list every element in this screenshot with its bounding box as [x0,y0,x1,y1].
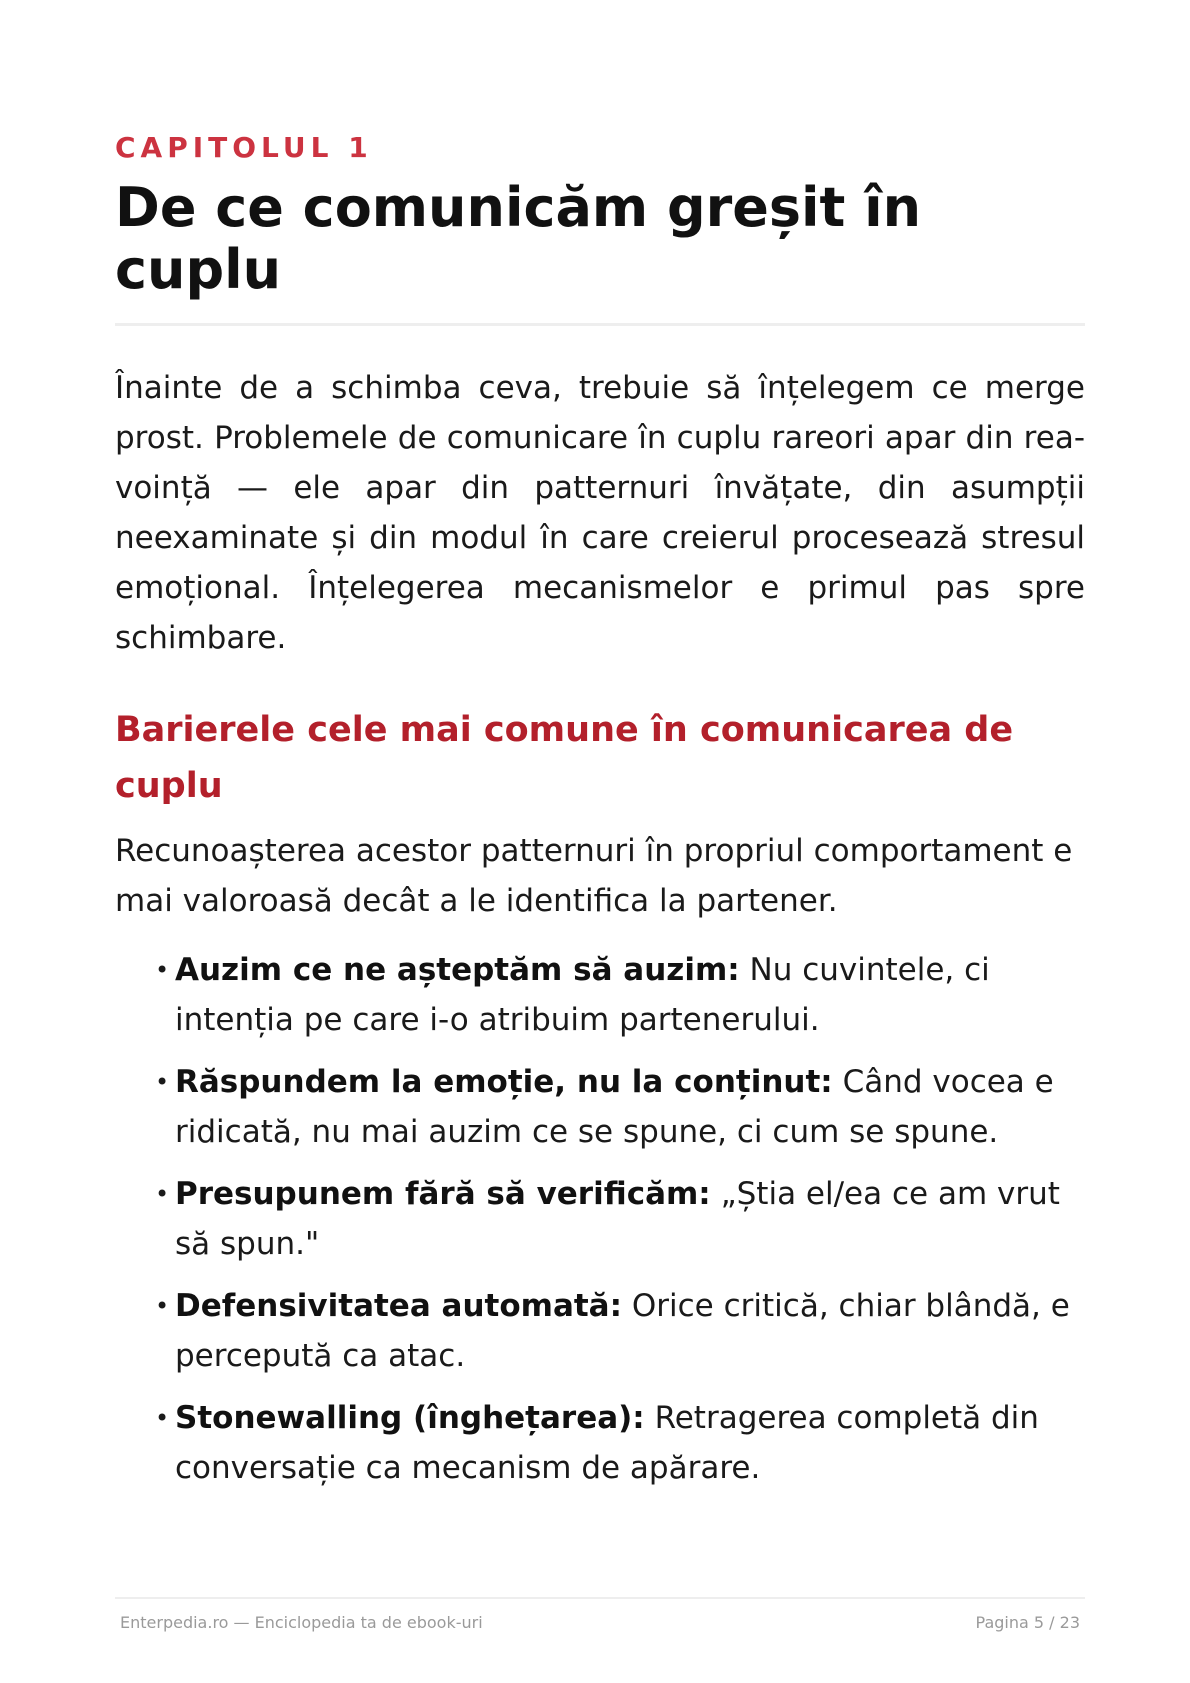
barrier-description: Orice critică, chiar blândă, e percepută ca atac. [175,1288,1070,1374]
footer-divider [115,1597,1085,1599]
bullet-icon: • [155,1404,170,1432]
intro-paragraph: Înainte de a schimba ceva, trebuie să înțelegem ce merge prost. Problemele de comunicare în cuplu rareori apar din rea-voință — ele apar din patternuri învățate, din asumpții neexaminate și din modul în care creierul procesează stresul emoțional. Înțelegerea mecanismelor e primul pas spre schimbare. [115,370,1085,656]
barrier-term: Defensivitatea automată: [175,1288,623,1324]
list-item [155,1057,1085,1157]
chapter-label: CAPITOLUL 1 [115,131,373,164]
bullet-icon: • [155,1068,170,1096]
bullet-icon: • [155,1292,170,1320]
barrier-term: Presupunem fără să verificăm: [175,1176,711,1212]
barrier-description: Când vocea e ridicată, nu mai auzim ce se spune, ci cum se spune. [175,1064,1054,1150]
barrier-description: Retragerea completă din conversație ca mecanism de apărare. [175,1400,1039,1486]
chapter-title: De ce comunicăm greșit în cuplu [115,176,922,301]
barrier-term: Auzim ce ne așteptăm să auzim: [175,952,740,988]
barrier-list [155,945,1085,1505]
document-page [115,0,1085,1683]
list-item [155,1169,1085,1269]
section-lead-paragraph: Recunoașterea acestor patternuri în propriul comportament e mai valoroasă decât a le identifica la partener. [115,833,1073,919]
barrier-description: „Știa el/ea ce am vrut să spun." [175,1176,1060,1262]
section-heading: Barierele cele mai comune în comunicarea de cuplu [115,710,1014,806]
page-number: Pagina 5 / 23 [975,1613,1080,1632]
bullet-icon: • [155,956,170,984]
barrier-term: Răspundem la emoție, nu la conținut: [175,1064,833,1100]
title-divider [115,323,1085,326]
list-item [155,1393,1085,1493]
footer-site-credit: Enterpedia.ro — Enciclopedia ta de ebook-uri [120,1613,483,1632]
list-item [155,1281,1085,1381]
barrier-term: Stonewalling (înghețarea): [175,1400,645,1436]
list-item [155,945,1085,1045]
bullet-icon: • [155,1180,170,1208]
barrier-description: Nu cuvintele, ci intenția pe care i-o atribuim partenerului. [175,952,990,1038]
